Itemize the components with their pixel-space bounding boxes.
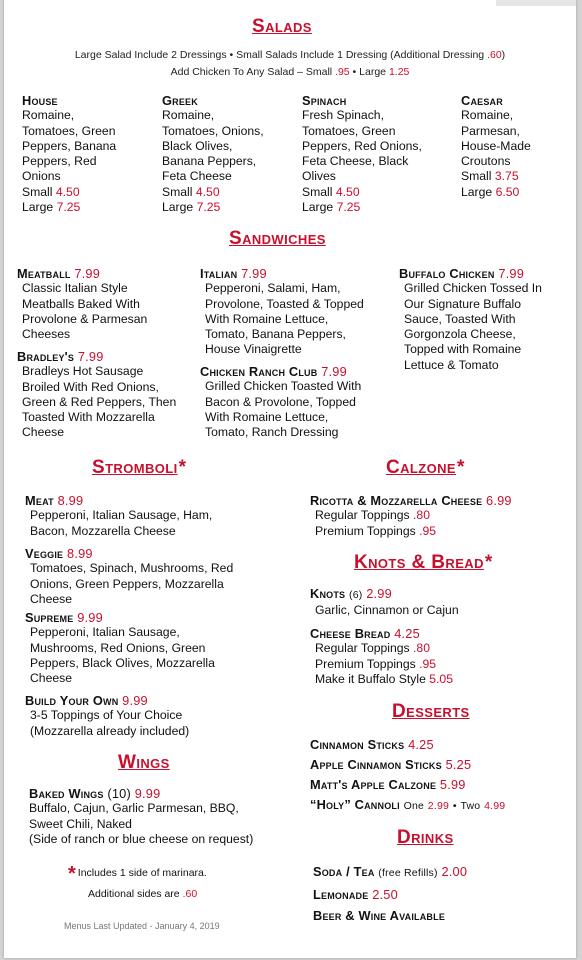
salad-large-row <box>461 185 531 200</box>
price: .60 <box>182 888 198 900</box>
item-name: Ricotta & Mozzarella Cheese <box>310 493 483 508</box>
option-label: Premium Toppings <box>315 656 416 671</box>
item-desc-line: Classic Italian Style <box>22 281 128 296</box>
item-name: Bradley's <box>17 349 75 364</box>
cheese-bread-item <box>310 626 453 687</box>
salad-small-row <box>461 169 531 184</box>
salad-small-row <box>302 185 422 200</box>
salad-caesar <box>461 93 531 200</box>
item-desc-line: Sweet Chili, Naked <box>29 816 132 831</box>
item-name-row <box>310 586 459 603</box>
item-name: Baked Wings <box>29 786 104 801</box>
salad-desc-line: Tomatoes, Green <box>302 123 396 138</box>
price: 2.99 <box>427 800 450 812</box>
salads-info-dressings-text: Large Salad Include 2 Dressings • Small Salads Include 1 Dressing (Additional Dressing <box>74 49 488 61</box>
salad-desc-line: Romaine, <box>461 108 514 123</box>
item-name-row <box>29 786 253 801</box>
drink-item-soda-tea <box>313 861 467 884</box>
salad-name: Spinach <box>302 93 347 108</box>
salads-header: Salads <box>252 16 312 37</box>
item-desc-line: Grilled Chicken Tossed In <box>404 281 542 296</box>
add-chicken-separator: • Large <box>349 66 389 78</box>
item-qty: (6) <box>349 589 363 601</box>
item-desc-line: Bacon, Mozzarella Cheese <box>30 523 176 538</box>
item-qty: (10) <box>107 786 131 801</box>
price: 7.99 <box>241 266 267 281</box>
stromboli-veggie <box>25 546 233 607</box>
salad-small-row <box>162 185 264 200</box>
price: 5.05 <box>429 671 453 686</box>
wings-baked <box>29 786 253 847</box>
salad-small-row <box>22 185 116 200</box>
marinara-note-line2 <box>88 885 197 904</box>
salad-desc-line: Olives <box>302 169 336 184</box>
item-desc-line: With Romaine Lettuce, <box>205 409 329 424</box>
salad-spinach <box>302 93 422 215</box>
option-label: Regular Toppings <box>315 641 410 656</box>
price: .95 <box>419 656 437 671</box>
salad-desc-line: Romaine, <box>22 108 75 123</box>
item-desc-line: Tomatoes, Spinach, Mushrooms, Red <box>30 561 234 576</box>
price: 9.99 <box>77 610 103 625</box>
item-name: Knots <box>310 586 346 601</box>
item-name: Veggie <box>25 546 64 561</box>
separator: • <box>452 800 457 812</box>
size-label: Large <box>22 200 54 215</box>
item-desc-line: 3-5 Toppings of Your Choice <box>30 708 183 723</box>
size-label: Large <box>302 200 334 215</box>
item-name: Meat <box>25 493 54 508</box>
salad-large-row <box>302 200 422 215</box>
item-desc-line: Toasted With Mozzarella <box>22 410 155 425</box>
stromboli-header <box>92 457 186 479</box>
item-desc-line: Sauce, Toasted With <box>404 311 516 326</box>
menu-updated-footer: Menus Last Updated - January 4, 2019 <box>64 921 220 931</box>
item-desc-line: (Side of ranch or blue cheese on request) <box>29 831 254 846</box>
salad-name: House <box>22 93 58 108</box>
size-label: Small <box>22 184 53 199</box>
topping-option <box>310 672 453 687</box>
item-name-row <box>200 266 364 281</box>
calzone-title: Calzone <box>386 457 456 478</box>
item-desc-line: Tomato, Ranch Dressing <box>205 425 339 440</box>
item-desc-line: Peppers, Black Olives, Mozzarella <box>30 655 215 670</box>
price: 7.25 <box>196 200 221 215</box>
salad-desc-line: Peppers, Red Onions, <box>302 138 422 153</box>
item-desc-line: Our Signature Buffalo <box>404 296 521 311</box>
size-label: Small <box>461 169 492 184</box>
price: 2.00 <box>441 864 468 879</box>
item-desc-line: Buffalo, Cajun, Garlic Parmesan, BBQ, <box>29 801 239 816</box>
item-desc-line: Cheese <box>30 671 73 686</box>
size-label: One <box>403 800 425 812</box>
item-desc-line: Cheese <box>30 591 73 606</box>
asterisk-icon: * <box>456 457 465 478</box>
dessert-item-cannoli <box>310 795 505 816</box>
add-chicken-small-price: .95 <box>335 66 350 78</box>
salad-desc-line: Peppers, Banana <box>22 138 117 153</box>
item-desc-line: Topped with Romaine <box>404 342 522 357</box>
marinara-note-text: Includes 1 side of marinara. <box>77 867 207 879</box>
item-name-row <box>25 693 189 708</box>
option-label: Premium Toppings <box>315 523 416 538</box>
desserts-header: Desserts <box>392 701 470 722</box>
price: 5.25 <box>445 757 472 772</box>
stromboli-title: Stromboli <box>92 457 178 478</box>
menu-page <box>4 0 576 958</box>
asterisk-icon: * <box>484 552 493 573</box>
item-desc-line: House Vinaigrette <box>205 342 302 357</box>
salad-desc-line: House-Made <box>461 138 531 153</box>
size-label: Small <box>302 184 333 199</box>
sandwiches-header: Sandwiches <box>229 228 326 249</box>
salad-desc-line: Onions <box>22 169 61 184</box>
salad-desc-line: Croutons <box>461 154 511 169</box>
price: 9.99 <box>134 786 161 801</box>
item-desc-line: Lettuce & Tomato <box>404 357 499 372</box>
item-name-row <box>310 626 453 641</box>
price: 8.99 <box>57 493 84 508</box>
price: 7.99 <box>498 266 525 281</box>
price: .80 <box>413 641 430 656</box>
price: 2.50 <box>372 887 398 902</box>
option-label: Make it Buffalo Style <box>315 671 426 686</box>
item-name-row <box>17 349 176 364</box>
item-name: Chicken Ranch Club <box>200 364 318 379</box>
item-desc-line: Green & Red Peppers, Then <box>22 394 177 409</box>
item-desc-line: Provolone & Parmesan <box>22 311 148 326</box>
stromboli-meat <box>25 493 212 539</box>
item-name: Cinnamon Sticks <box>310 737 405 752</box>
price: 4.50 <box>335 184 360 199</box>
topping-option <box>310 641 453 656</box>
asterisk-icon: * <box>178 457 187 478</box>
item-name: Build Your Own <box>25 693 119 708</box>
salad-greek <box>162 93 264 215</box>
item-name: Matt's Apple Calzone <box>310 777 437 792</box>
salad-desc-line: Feta Cheese, Black <box>302 154 409 169</box>
topping-option <box>310 524 512 539</box>
calzone-header <box>386 457 465 479</box>
drink-item-lemonade <box>313 884 467 905</box>
sandwich-italian <box>200 266 364 358</box>
salad-name: Greek <box>162 93 198 108</box>
price: 9.99 <box>122 693 148 708</box>
salad-house <box>22 93 116 215</box>
item-name: Meatball <box>17 266 71 281</box>
add-chicken-text: Add Chicken To Any Salad – Small <box>170 66 336 78</box>
page-corner <box>496 0 576 6</box>
item-name: Lemonade <box>313 887 369 902</box>
price: 7.25 <box>56 200 81 215</box>
item-name-row <box>399 266 542 281</box>
asterisk-icon: * <box>68 863 76 885</box>
marinara-note-line1 <box>68 864 207 884</box>
salad-desc-line: Romaine, <box>162 108 215 123</box>
desserts-list <box>310 735 505 816</box>
knots-bread-title: Knots & Bread <box>354 552 484 573</box>
extra-dressing-price: .60 <box>487 49 502 61</box>
marinara-note-text: Additional sides are <box>88 888 183 900</box>
price: 4.50 <box>55 184 80 199</box>
price: 6.50 <box>495 184 520 199</box>
salad-desc-line: Banana Peppers, <box>162 154 257 169</box>
salad-desc-line: Feta Cheese <box>162 169 232 184</box>
price: 7.99 <box>74 266 101 281</box>
sandwich-bradleys <box>17 349 176 441</box>
drinks-header: Drinks <box>397 827 454 848</box>
price: 5.99 <box>439 777 466 792</box>
price: 6.99 <box>486 493 512 508</box>
item-name: Supreme <box>25 610 74 625</box>
salad-large-row <box>162 200 264 215</box>
item-name: Italian <box>200 266 238 281</box>
knots-bread-header <box>354 552 493 574</box>
price: 4.50 <box>195 184 220 199</box>
salad-desc-line: Fresh Spinach, <box>302 108 384 123</box>
item-desc-line: Cheeses <box>22 327 71 342</box>
salad-large-row <box>22 200 116 215</box>
drinks-list <box>313 861 467 926</box>
item-desc-line: Onions, Green Peppers, Mozzarella <box>30 576 224 591</box>
salads-info-chicken <box>4 66 576 78</box>
price: .80 <box>413 508 430 523</box>
item-name-row <box>25 610 215 625</box>
item-name-row <box>200 364 361 379</box>
knots-item <box>310 586 459 619</box>
item-name-row <box>25 493 212 508</box>
item-desc-line: Pepperoni, Italian Sausage, Ham, <box>30 508 213 523</box>
item-name-row <box>310 493 512 508</box>
item-desc-line: Tomato, Banana Peppers, <box>205 327 346 342</box>
item-name: Soda / Tea <box>313 864 375 879</box>
salad-desc-line: Tomatoes, Green <box>22 123 116 138</box>
item-name: Buffalo Chicken <box>399 266 495 281</box>
salads-info-dressings <box>4 49 576 61</box>
item-name-row <box>25 546 233 561</box>
salad-desc-line: Tomatoes, Onions, <box>162 123 264 138</box>
salad-desc-line: Peppers, Red <box>22 154 97 169</box>
price: 4.25 <box>394 626 420 641</box>
size-label: Large <box>162 200 194 215</box>
stromboli-build-your-own <box>25 693 189 739</box>
item-desc-line: Provolone, Toasted & Topped <box>205 296 364 311</box>
dessert-item <box>310 735 505 755</box>
option-label: Regular Toppings <box>315 508 410 523</box>
item-desc-line: Broiled With Red Onions, <box>22 379 159 394</box>
sandwich-buffalo-chicken <box>399 266 542 373</box>
item-name: Cheese Bread <box>310 626 391 641</box>
drink-item-beer-wine: Beer & Wine Available <box>313 908 446 923</box>
salads-info-dressings-close: ) <box>501 49 506 61</box>
item-desc-line: With Romaine Lettuce, <box>205 311 329 326</box>
item-desc-line: Garlic, Cinnamon or Cajun <box>315 603 459 618</box>
sandwich-chicken-ranch-club <box>200 364 361 440</box>
size-label: Small <box>162 184 193 199</box>
item-desc-line: (Mozzarella already included) <box>30 723 190 738</box>
topping-option <box>310 657 453 672</box>
stromboli-supreme <box>25 610 215 686</box>
item-name: Apple Cinnamon Sticks <box>310 757 442 772</box>
price: 2.99 <box>366 586 392 601</box>
item-desc-line: Mushrooms, Red Onions, Green <box>30 640 206 655</box>
dessert-item <box>310 755 505 775</box>
item-desc-line: Grilled Chicken Toasted With <box>205 379 362 394</box>
item-desc-line: Bacon & Provolone, Topped <box>205 394 356 409</box>
price: 7.25 <box>336 200 361 215</box>
price: 4.25 <box>408 737 434 752</box>
size-label: Large <box>461 184 493 199</box>
salad-desc-line: Parmesan, <box>461 123 520 138</box>
calzone-ricotta-mozzarella <box>310 493 512 539</box>
size-label: Two <box>460 800 481 812</box>
price: 4.99 <box>484 800 506 812</box>
sandwich-meatball <box>17 266 147 342</box>
wings-header: Wings <box>118 752 170 773</box>
item-desc-line: Meatballs Baked With <box>22 296 140 311</box>
price: 3.75 <box>494 169 519 184</box>
item-name: “Holy” Cannoli <box>310 797 400 812</box>
item-desc-line: Bradleys Hot Sausage <box>22 364 144 379</box>
add-chicken-large-price: 1.25 <box>388 66 410 78</box>
item-desc-line: Cheese <box>22 425 65 440</box>
price: .95 <box>419 523 437 538</box>
price: 7.99 <box>77 349 104 364</box>
item-desc-line: Pepperoni, Salami, Ham, <box>205 281 341 296</box>
item-note: (free Refills) <box>378 867 438 879</box>
price: 7.99 <box>321 364 347 379</box>
price: 8.99 <box>67 546 93 561</box>
topping-option <box>310 508 512 523</box>
item-desc-line: Pepperoni, Italian Sausage, <box>30 625 180 640</box>
item-name-row <box>17 266 147 281</box>
salad-name: Caesar <box>461 93 503 108</box>
dessert-item <box>310 775 505 795</box>
salad-desc-line: Black Olives, <box>162 138 233 153</box>
item-desc-line: Gorgonzola Cheese, <box>404 327 516 342</box>
